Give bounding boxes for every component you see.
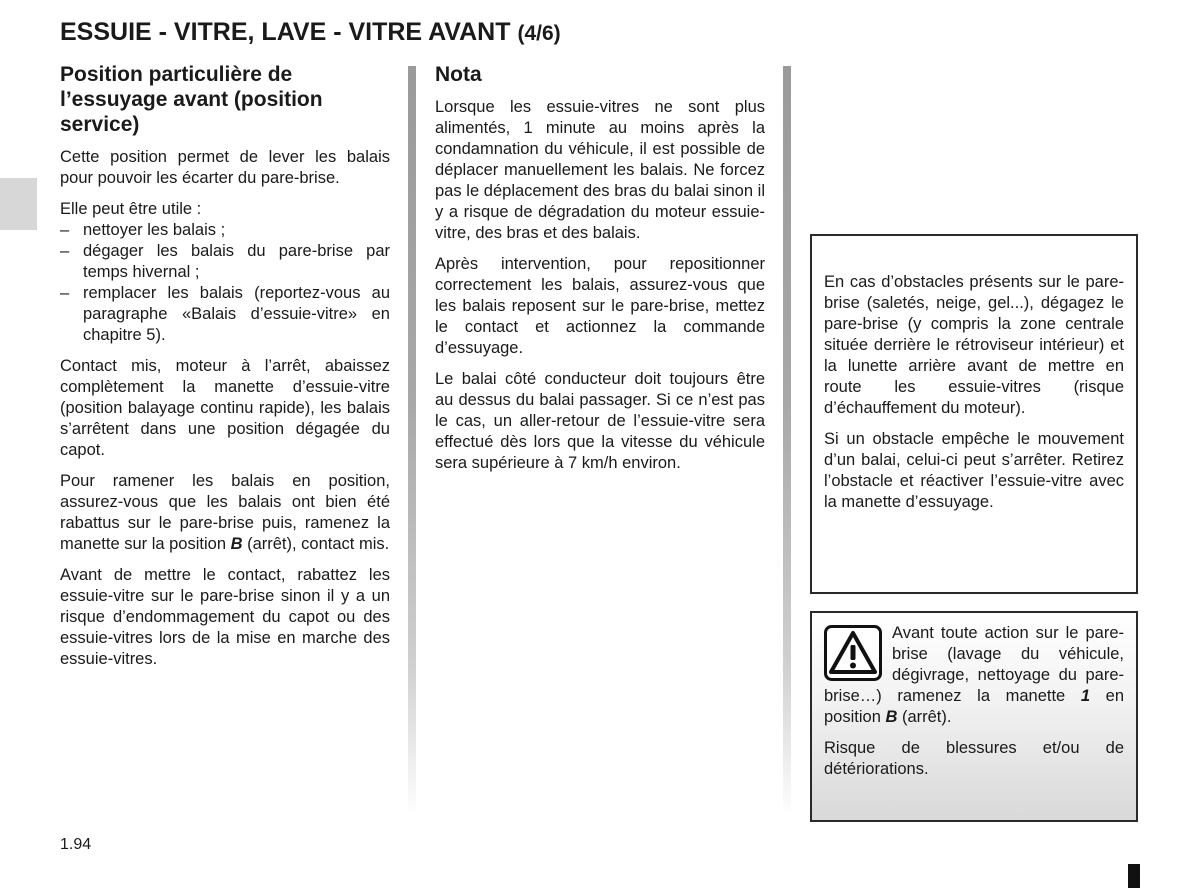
nota-paragraph: Le balai côté conducteur doit toujours être au dessus du balai passager. Si ce n’est pas le cas, un aller-retour de l’essuie-vitre sera effectué dès lors que la vitesse du véhicule sera supérieure à 7 km/h environ. bbox=[435, 370, 765, 472]
warning-triangle-icon bbox=[824, 625, 882, 681]
nota-paragraph: Lorsque les essuie-vitres ne sont plus alimentés, 1 minute au moins après la condamnation du véhicule, il est possible de déplacer manuellement les balais. Ne forcez pas le déplacement des bras du balai sinon il y a risque de dégradation du moteur essuie-vitre, des bras et des balais. bbox=[435, 98, 765, 242]
title-text: ESSUIE - VITRE, LAVE - VITRE AVANT bbox=[60, 18, 511, 46]
list-item: – remplacer les balais (reportez-vous au paragraphe «Balais d’essuie-vitre» en chapitre 5). bbox=[60, 283, 390, 346]
chapter-tab bbox=[0, 178, 37, 230]
position-label: B bbox=[885, 708, 898, 726]
page-title bbox=[60, 18, 561, 47]
column-divider bbox=[408, 66, 416, 816]
page-fraction: (4/6) bbox=[517, 22, 561, 45]
text-segment: (arrêt). bbox=[897, 708, 952, 726]
box-paragraph: En cas d’obstacles présents sur le pare-brise (saletés, neige, gel...), dégagez le pare-brise (y compris la zone centrale située derrière le rétroviseur intérieur) et la lunette arrière avant de mettre en route les essuie-vitres (risque d’échauffement du moteur). bbox=[824, 273, 1124, 417]
obstacle-note-box bbox=[810, 234, 1138, 594]
paragraph-purpose: Cette position permet de lever les balais pour pouvoir les écarter du pare-brise. bbox=[60, 148, 390, 187]
page-number: 1.94 bbox=[60, 836, 92, 853]
page-edge-marker bbox=[1128, 864, 1140, 888]
box-paragraph: Si un obstacle empêche le mouvement d’un balai, celui-ci peut s’arrêter. Retirez l’obstacle et réactiver l’essuie-vitre avec la manette d’essuyage. bbox=[824, 430, 1124, 511]
text-segment: en position bbox=[824, 687, 1124, 726]
text-segment: (arrêt), contact mis. bbox=[242, 535, 390, 553]
middle-column bbox=[435, 62, 765, 484]
list-item: – dégager les balais du pare-brise par temps hivernal ; bbox=[60, 241, 390, 283]
section-heading: Position particulière de l’essuyage avant (position service) bbox=[60, 63, 323, 136]
left-column bbox=[60, 62, 390, 680]
paragraph-caution: Avant de mettre le contact, rabattez les essuie-vitre sur le pare-brise sinon il y a un risque d’endommagement du capot ou des essuie-vitres lors de la mise en marche des essuie-vitres. bbox=[60, 566, 390, 668]
warning-box bbox=[810, 611, 1138, 822]
nota-heading: Nota bbox=[435, 63, 482, 86]
warning-risk-paragraph: Risque de blessures et/ou de détériorations. bbox=[824, 739, 1124, 778]
usage-list bbox=[60, 220, 390, 346]
nota-paragraph: Après intervention, pour repositionner correctement les balais, assurez-vous que les balais reposent sur le pare-brise, mettez le contact et actionnez la commande d’essuyage. bbox=[435, 255, 765, 357]
position-label: B bbox=[230, 535, 243, 553]
list-item: – nettoyer les balais ; bbox=[60, 220, 390, 241]
lever-number: 1 bbox=[1080, 687, 1091, 705]
paragraph-return bbox=[60, 471, 390, 555]
text-segment: Pour ramener les balais en position, assurez-vous que les balais ont bien été rabattus sur le pare-brise puis, ramenez la manette sur la position bbox=[60, 472, 390, 553]
paragraph-procedure: Contact mis, moteur à l’arrêt, abaissez complètement la manette d’essuie-vitre (position balayage continu rapide), les balais s’arrêtent dans une position dégagée du capot. bbox=[60, 357, 390, 459]
column-divider bbox=[783, 66, 791, 816]
text-segment: Avant toute action sur le pare-brise (lavage du véhicule, dégivrage, nettoyage du pare-brise…) ramenez la manette bbox=[824, 624, 1124, 705]
paragraph-usage-intro: Elle peut être utile : bbox=[60, 200, 202, 218]
